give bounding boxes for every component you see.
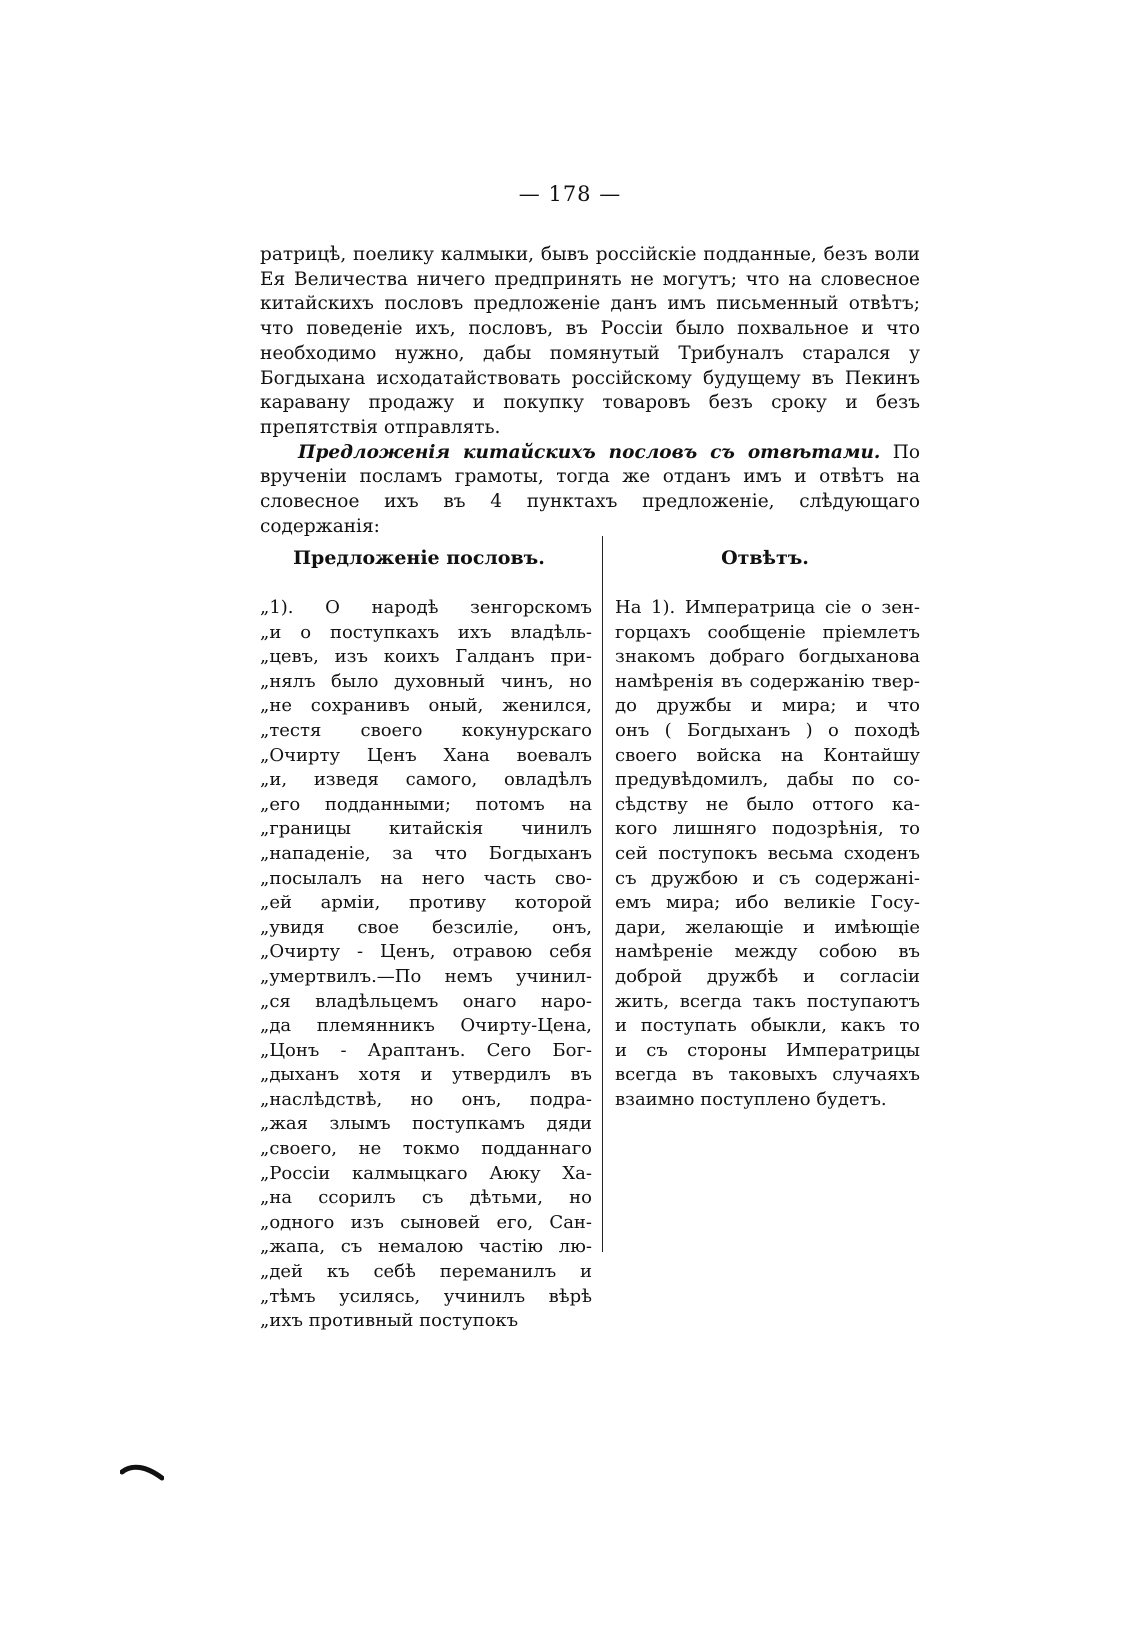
left-column-line: „одного изъ сыновей его, Сан- — [260, 1211, 592, 1233]
right-column-line: сѣдству не было оттого ка- — [615, 793, 920, 815]
left-column-line: „наслѣдствѣ, но онъ, подра- — [260, 1088, 592, 1110]
right-column-line: жить, всегда такъ поступаютъ — [615, 990, 920, 1012]
right-column-line: своего войска на Контайшу — [615, 744, 920, 766]
intro-paragraph-1: ратрицѣ, поелику калмыки, бывъ россійскіе подданные, безъ воли Ея Величества ничего предпринять не могутъ; что на словесное китайскихъ пословъ предложеніе данъ имъ письменный отвѣтъ; что поведеніе ихъ, пословъ, въ Россіи было похвальное и что необходимо нужно, дабы помянутый Трибуналъ старался у Богдыхана исходатайствовать россійскому будущему въ Пекинъ каравану продажу и покупку товаровъ безъ сроку и безъ препятствія отправлять. — [260, 244, 920, 438]
left-column-line: „ей арміи, противу которой — [260, 892, 592, 914]
left-column-line: „Очирту - Ценъ, отравою себя — [260, 941, 592, 963]
right-column-line: взаимно поступлено будетъ. — [615, 1088, 887, 1110]
left-column-line: „его подданными; потомъ на — [260, 793, 592, 815]
intro-paragraph-2 — [260, 441, 920, 540]
right-column-line: намѣреніе между собою въ — [615, 941, 920, 963]
right-column — [615, 596, 920, 1112]
left-column-line: „ихъ противный поступокъ — [260, 1310, 519, 1332]
right-column-line: кого лишняго подозрѣнія, то — [615, 818, 920, 840]
left-column-line: „нялъ было духовный чинъ, но — [260, 670, 592, 692]
left-column-line: „да племянникъ Очирту-Цена, — [260, 1015, 592, 1037]
left-column-line: „умертвилъ.—По немъ учинил- — [260, 965, 592, 987]
intro-paragraph-2-text: По врученіи посламъ грамоты, тогда же отданъ имъ и отвѣтъ на словесное ихъ въ 4 пунктахъ предложеніе, слѣдующаго содержанія: — [260, 441, 920, 537]
right-column-line: сей поступокъ весьма сходенъ — [615, 842, 920, 864]
section-heading: Предложенія китайскихъ пословъ съ отвѣтами. — [298, 441, 881, 463]
left-column-line: „и о поступкахъ ихъ владѣль- — [260, 621, 592, 643]
ink-mark-icon — [120, 1462, 164, 1484]
left-column-line: „нападеніе, за что Богдыханъ — [260, 842, 592, 864]
right-column-line: дари, желающіе и имѣющіе — [615, 916, 920, 938]
right-column-line: всегда въ таковыхъ случаяхъ — [615, 1064, 920, 1086]
left-column-line: „дей къ себѣ переманилъ и — [260, 1261, 592, 1283]
left-column-heading: Предложеніе пословъ. — [293, 547, 545, 569]
left-column-line: „Россіи калмыцкаго Аюку Ха- — [260, 1162, 592, 1184]
left-column-line: „и, изведя самого, овладѣлъ — [260, 769, 592, 791]
left-column-line: „не сохранивъ оный, женился, — [260, 695, 592, 717]
right-column-line: до дружбы и мира; и что — [615, 695, 920, 717]
column-divider — [602, 536, 603, 1252]
right-column-line: На 1). Императрица сіе о зен- — [615, 597, 920, 618]
left-column-line: „жая злымъ поступкамъ дяди — [260, 1113, 592, 1135]
left-column-line: „ся владѣльцемъ онаго наро- — [260, 990, 592, 1012]
right-column-line: намѣренія въ содержанію твер- — [615, 670, 920, 692]
right-column-line: и съ стороны Императрицы — [615, 1039, 920, 1061]
left-column-line: „посылалъ на него часть сво- — [260, 867, 592, 889]
left-column — [260, 596, 592, 1334]
left-column-line: „увидя свое безсиліе, онъ, — [260, 916, 592, 938]
left-column-line: „своего, не токмо подданнаго — [260, 1138, 592, 1160]
page-number: — 178 — — [518, 182, 622, 206]
left-column-line: „на ссорилъ съ дѣтьми, но — [260, 1187, 592, 1209]
left-column-line: „тѣмъ усилясь, учинилъ вѣрѣ — [260, 1285, 592, 1307]
right-column-line: доброй дружбѣ и согласіи — [615, 965, 920, 987]
right-column-line: знакомъ добраго богдыханова — [615, 646, 920, 668]
left-column-line: „границы китайскія чинилъ — [260, 818, 592, 840]
right-column-line: и поступать обыкли, какъ то — [615, 1015, 920, 1037]
right-column-line: предувѣдомилъ, дабы по со- — [615, 769, 920, 791]
left-column-line: „дыханъ хотя и утвердилъ въ — [260, 1064, 592, 1086]
right-column-line: онъ ( Богдыханъ ) о походѣ — [615, 719, 920, 741]
left-column-line: „1). О народѣ зенгорскомъ — [260, 597, 592, 618]
left-column-line: „тестя своего кокунурскаго — [260, 719, 592, 741]
left-column-line: „Очирту Ценъ Хана воевалъ — [260, 744, 592, 766]
left-column-line: „Цонъ - Араптанъ. Сего Бог- — [260, 1039, 592, 1061]
right-column-heading: Отвѣтъ. — [721, 547, 809, 569]
left-column-line: „цевъ, изъ коихъ Галданъ при- — [260, 646, 592, 668]
right-column-line: съ дружбою и съ содержані- — [615, 867, 920, 889]
right-column-line: горцахъ сообщеніе пріемлетъ — [615, 621, 920, 643]
intro-text — [260, 243, 920, 539]
right-column-line: емъ мира; ибо великіе Госу- — [615, 892, 920, 914]
left-column-line: „жапа, съ немалою частію лю- — [260, 1236, 592, 1258]
